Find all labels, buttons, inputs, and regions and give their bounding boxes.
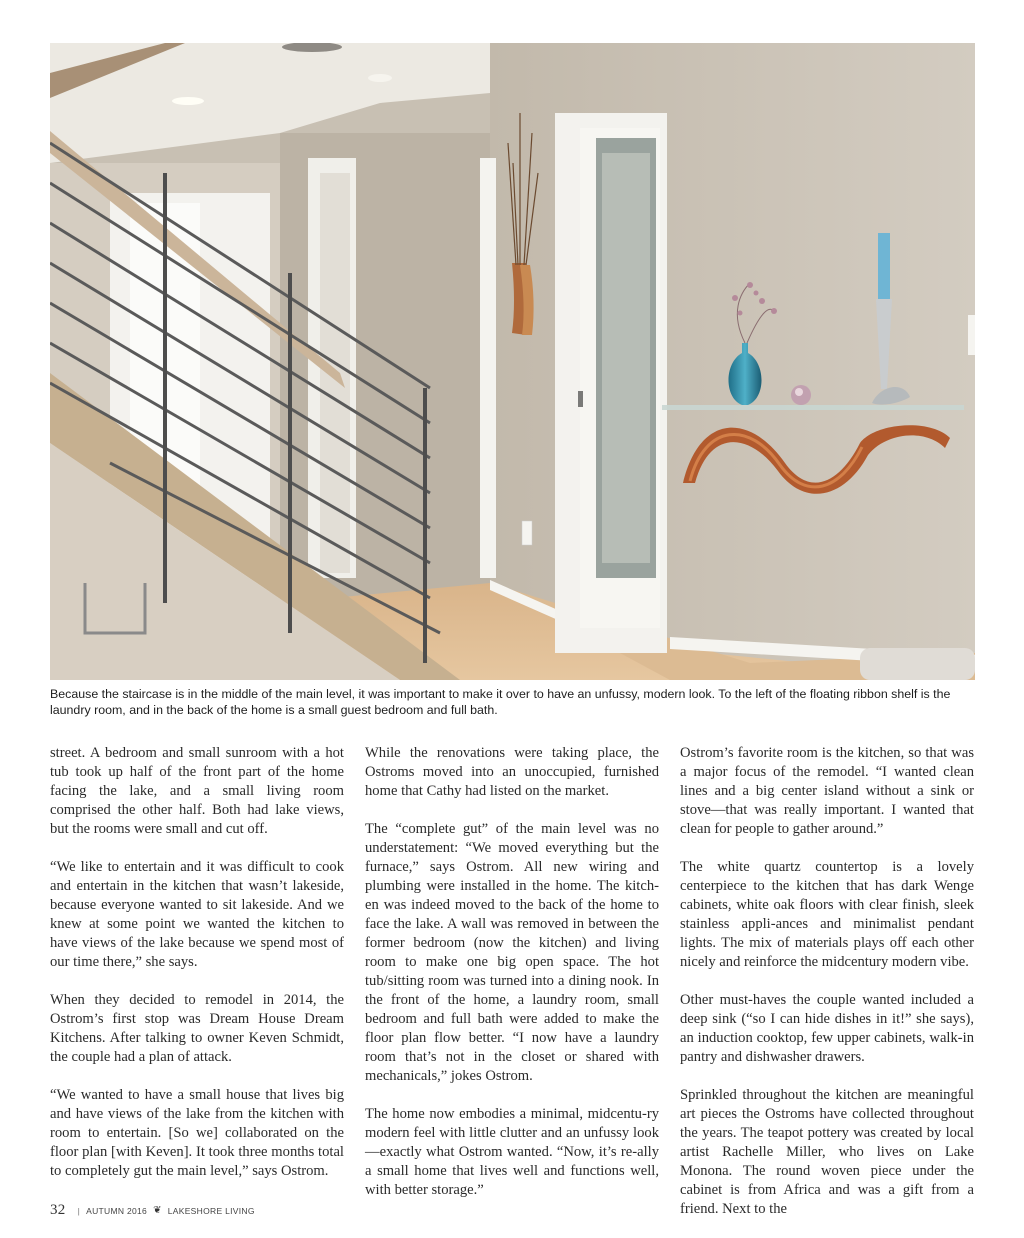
issue-label: AUTUMN 2016 [86, 1205, 148, 1216]
photo-caption: Because the staircase is in the middle of the main level, it was important to make it over to have an unfussy, modern look. To the left of the floating ribbon shelf is the laundry room, and in the back of the home is a small guest bedroom and full bath. [50, 687, 951, 717]
paragraph: The “complete gut” of the main level was no understatement: “We moved everything but the furnace,” says Ostrom. All new wiring and plumbing were installed in the home. The kitch-en was indeed moved to the back of the home to face the lake. A wall was removed in between the former bedroom (now the kitchen) and living room to make one big open space. The hot tub/sitting room was turned into a dining nook. In the front of the home, a laundry room, small bedroom and full bath were added to make the floor plan flow better. “I now have a laundry room that’s not in the closet or shared with mechanicals,” jokes Ostrom. [365, 821, 659, 1084]
leaf-mark-icon: ❦ [153, 1205, 162, 1216]
paragraph: Other must-haves the couple wanted included a deep sink (“so I can hide dishes in it!” she says), an induction cooktop, few upper cabinets, walk-in pantry and dishwasher drawers. [680, 992, 974, 1065]
paragraph: The white quartz countertop is a lovely centerpiece to the kitchen that has dark Wenge cabinets, white oak floors with clear finish, sleek stainless appli-ances and minimalist pendant lights. The mix of materials plays off each other nicely and reinforce the midcentury modern vibe. [680, 859, 974, 970]
page-number: 32 [50, 1202, 66, 1218]
interior-staircase-photo [50, 43, 975, 680]
paragraph: While the renovations were taking place, the Ostroms moved into an unoccupied, furnished home that Cathy had listed on the market. [365, 745, 659, 799]
footer-separator: | [77, 1205, 81, 1216]
paragraph: Ostrom’s favorite room is the kitchen, so that was a major focus of the remodel. “I wanted clean lines and a big center island without a sink or stove—that was really important. I wanted that clean for people to gather around.” [680, 745, 974, 837]
paragraph: The home now embodies a minimal, midcentu-ry modern feel with little clutter and an unfussy look—exactly what Ostrom wanted. “Now, it’s re-ally a small home that lives well and functions well, with better storage.” [365, 1106, 659, 1198]
page-footer [50, 1202, 255, 1219]
paragraph: Sprinkled throughout the kitchen are meaningful art pieces the Ostroms have collected throughout the years. The teapot pottery was created by local artist Rachelle Miller, who lives on Lake Monona. The round woven piece under the cabinet is from Africa and was a gift from a friend. Next to the [680, 1087, 974, 1217]
magazine-name: LAKESHORE LIVING [167, 1205, 255, 1216]
article-column-3 [680, 744, 974, 1238]
article-column-1 [50, 744, 344, 1200]
paragraph: “We like to entertain and it was difficult to cook and entertain in the kitchen that wasn’t lakeside, because everyone wanted to sit lakeside. And we knew at some point we wanted the kitchen to have views of the lake because we spend most of our time there,” she says. [50, 859, 344, 970]
paragraph: street. A bedroom and small sunroom with a hot tub took up half of the front part of the home facing the lake, and a small living room comprised the other half. Both had lake views, but the rooms were small and cut off. [50, 745, 344, 837]
paragraph: “We wanted to have a small house that lives big and have views of the lake from the kitchen with room to entertain. [So we] collaborated on the floor plan [with Keven]. It took three months total to completely gut the main level,” says Ostrom. [50, 1087, 344, 1179]
paragraph: When they decided to remodel in 2014, the Ostrom’s first stop was Dream House Dream Kitchens. After talking to owner Keven Schmidt, the couple had a plan of attack. [50, 992, 344, 1065]
article-column-2 [365, 744, 659, 1219]
